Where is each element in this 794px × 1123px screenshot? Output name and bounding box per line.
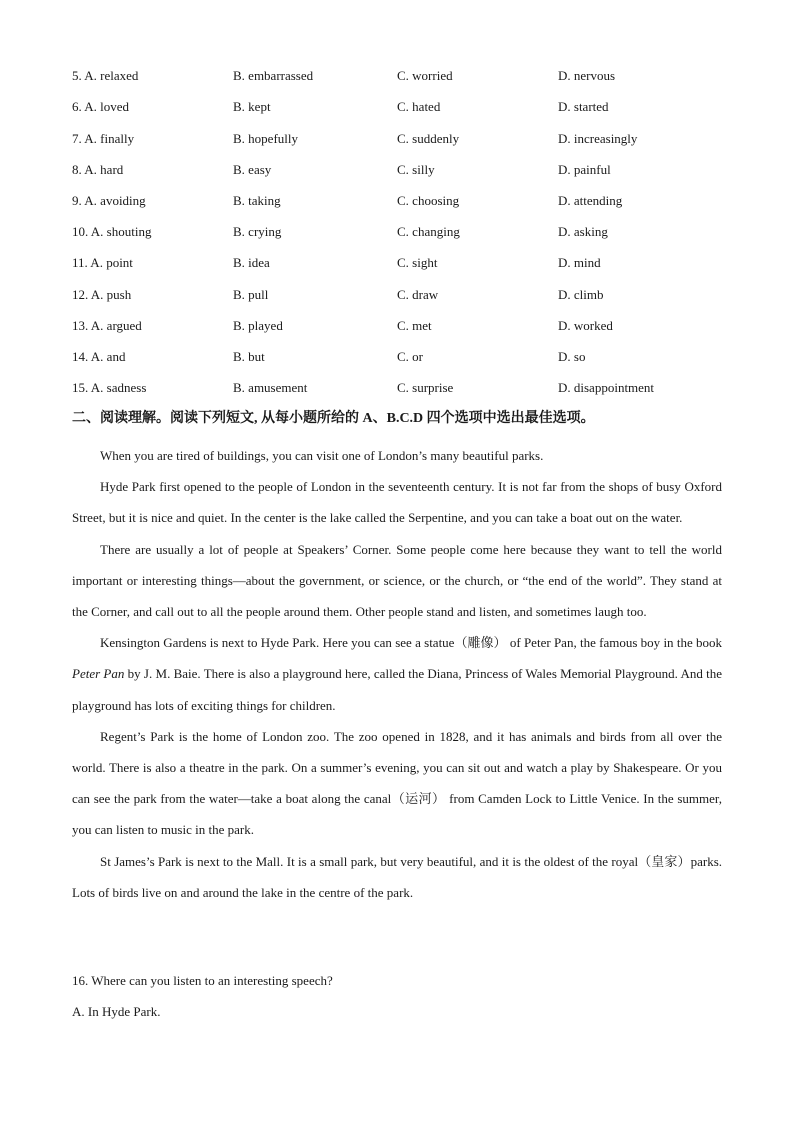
option-d: D. asking <box>558 224 608 239</box>
option-d: D. painful <box>558 162 611 177</box>
option-b: B. easy <box>233 162 272 177</box>
option-row-15 <box>72 378 732 398</box>
paragraph-text: Kensington Gardens is next to Hyde Park. Here you can see a statue（雕像） of Peter Pan, the famous boy in the book <box>100 635 722 651</box>
option-d: D. nervous <box>558 68 616 83</box>
option-a: 9. A. avoiding <box>72 193 146 208</box>
option-d: D. so <box>558 349 586 364</box>
reading-passage <box>72 440 722 908</box>
option-b: B. but <box>233 349 265 364</box>
option-d: D. worked <box>558 318 613 333</box>
paragraph-kensington <box>72 627 722 721</box>
option-b: B. crying <box>233 224 282 239</box>
option-c: C. choosing <box>397 193 460 208</box>
option-b: B. pull <box>233 287 269 302</box>
option-c: C. silly <box>397 162 435 177</box>
paragraph-regents-park: Regent’s Park is the home of London zoo. The zoo opened in 1828, and it has animals and birds from all over the world. There is also a theatre in the park. On a summer’s evening, you can sit out and watch a play by Shakespeare. Or you can see the park from the water—take a boat along the canal（运河） from Camden Lock to Little Venice. In the summer, you can listen to music in the park. <box>72 728 722 838</box>
option-row-14 <box>72 347 732 367</box>
answer-option-a: A. In Hyde Park. <box>72 1004 161 1019</box>
option-d: D. attending <box>558 193 623 208</box>
paragraph-text: by J. M. Baie. There is also a playground here, called the Diana, Princess of Wales Memorial Playground. And the playground has lots of exciting things for children. <box>72 666 722 713</box>
option-c: C. or <box>397 349 423 364</box>
option-b: B. hopefully <box>233 131 298 146</box>
option-c: C. hated <box>397 99 441 114</box>
option-row-11 <box>72 253 732 273</box>
option-a: 14. A. and <box>72 349 126 364</box>
paragraph-st-james: St James’s Park is next to the Mall. It is a small park, but very beautiful, and it is the oldest of the royal（皇家）parks. Lots of birds live on and around the lake in the centre of the park. <box>72 853 722 900</box>
option-a: 10. A. shouting <box>72 224 152 239</box>
option-a: 5. A. relaxed <box>72 68 139 83</box>
option-a: 11. A. point <box>72 255 133 270</box>
option-d: D. disappointment <box>558 380 655 395</box>
option-row-5 <box>72 66 732 86</box>
option-a: 15. A. sadness <box>72 380 147 395</box>
option-b: B. amusement <box>233 380 308 395</box>
option-row-10 <box>72 222 732 242</box>
question-16: 16. Where can you listen to an interesting speech? <box>72 973 333 988</box>
section-heading: 二、阅读理解。阅读下列短文, 从每小题所给的 A、B.C.D 四个选项中选出最佳选项。 <box>72 411 595 426</box>
option-row-9 <box>72 191 732 211</box>
option-c: C. draw <box>397 287 439 302</box>
option-c: C. surprise <box>397 380 454 395</box>
option-row-6 <box>72 97 732 117</box>
book-title: Peter Pan <box>72 666 125 682</box>
option-c: C. suddenly <box>397 131 460 146</box>
option-row-7 <box>72 129 732 149</box>
option-b: B. played <box>233 318 283 333</box>
option-a: 8. A. hard <box>72 162 124 177</box>
option-b: B. idea <box>233 255 270 270</box>
option-d: D. mind <box>558 255 601 270</box>
option-d: D. increasingly <box>558 131 638 146</box>
option-c: C. sight <box>397 255 438 270</box>
option-a: 13. A. argued <box>72 318 142 333</box>
option-b: B. taking <box>233 193 281 208</box>
option-c: C. changing <box>397 224 460 239</box>
option-d: D. started <box>558 99 609 114</box>
paragraph-hyde-park: Hyde Park first opened to the people of London in the seventeenth century. It is not far from the shops of busy Oxford Street, but it is nice and quiet. In the center is the lake called the Serpentine, and you can take a boat out on the water. <box>72 479 722 526</box>
option-a: 7. A. finally <box>72 131 135 146</box>
paragraph-intro: When you are tired of buildings, you can visit one of London’s many beautiful parks. <box>100 448 544 463</box>
option-row-13 <box>72 316 732 336</box>
option-row-8 <box>72 160 732 180</box>
option-row-12 <box>72 285 732 305</box>
option-a: 6. A. loved <box>72 99 130 114</box>
option-d: D. climb <box>558 287 604 302</box>
paragraph-speakers-corner: There are usually a lot of people at Speakers’ Corner. Some people come here because they want to tell the world important or interesting things—about the government, or science, or the church, or “the end of the world”. They stand at the Corner, and call out to all the people around them. Other people stand and listen, and sometimes laugh too. <box>72 541 722 620</box>
option-b: B. kept <box>233 99 271 114</box>
option-c: C. met <box>397 318 432 333</box>
option-c: C. worried <box>397 68 453 83</box>
option-b: B. embarrassed <box>233 68 314 83</box>
option-a: 12. A. push <box>72 287 132 302</box>
